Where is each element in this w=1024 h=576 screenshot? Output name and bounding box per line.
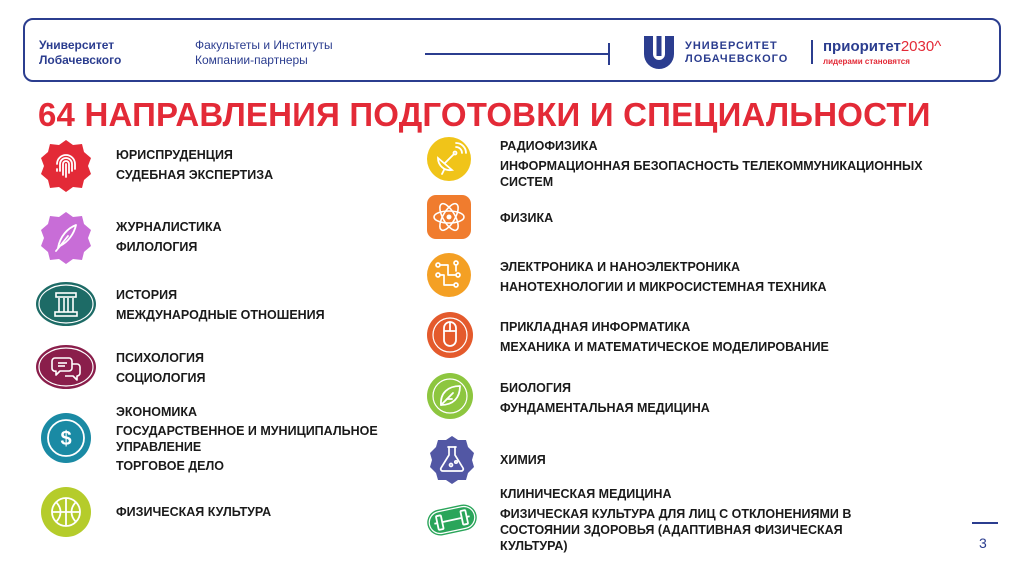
circuit-icon xyxy=(426,252,472,298)
satellite-dish-icon xyxy=(426,136,472,182)
text-electronics xyxy=(500,259,827,295)
text-biology-line2: ФУНДАМЕНТАЛЬНАЯ МЕДИЦИНА xyxy=(500,401,710,415)
university-name-line2: Лобачевского xyxy=(39,53,122,67)
text-physics xyxy=(500,210,553,226)
university-logo-icon[interactable] xyxy=(641,34,677,70)
text-electronics-line1: ЭЛЕКТРОНИКА И НАНОЭЛЕКТРОНИКА xyxy=(500,260,741,274)
text-informatics-line1: ПРИКЛАДНАЯ ИНФОРМАТИКА xyxy=(500,320,691,334)
text-economics-line3: ТОРГОВОЕ ДЕЛО xyxy=(116,459,225,473)
text-medicine xyxy=(500,486,900,554)
priority-slogan: лидерами становятся xyxy=(823,57,910,66)
page-number: 3 xyxy=(979,535,987,551)
text-psychology-line1: ПСИХОЛОГИЯ xyxy=(116,351,204,365)
text-biology-line1: БИОЛОГИЯ xyxy=(500,381,571,395)
text-law-line2: СУДЕБНАЯ ЭКСПЕРТИЗА xyxy=(116,168,274,182)
text-economics-line2: ГОСУДАРСТВЕННОЕ И МУНИЦИПАЛЬНОЕ УПРАВЛЕНИЕ xyxy=(116,424,378,454)
header-divider-tick xyxy=(608,43,610,65)
text-chemistry xyxy=(500,452,546,468)
text-physics-line1: ФИЗИКА xyxy=(500,211,554,225)
ball-icon xyxy=(40,486,92,538)
text-chemistry-line1: ХИМИЯ xyxy=(500,453,546,467)
text-radiophysics-line2: ИНФОРМАЦИОННАЯ БЕЗОПАСНОСТЬ ТЕЛЕКОММУНИКАЦИОННЫХ СИСТЕМ xyxy=(500,159,923,189)
svg-text:$: $ xyxy=(60,428,72,450)
flask-icon xyxy=(426,434,478,486)
logo-text-line2: ЛОБАЧЕВСКОГО xyxy=(685,53,789,65)
link-faculties[interactable]: Факультеты и Институты xyxy=(195,38,333,52)
text-radiophysics xyxy=(500,138,950,190)
leaf-icon xyxy=(426,372,474,420)
text-journalism-line2: ФИЛОЛОГИЯ xyxy=(116,240,198,254)
priority-number: 2030^ xyxy=(900,38,942,55)
text-radiophysics-line1: РАДИОФИЗИКА xyxy=(500,139,598,153)
computer-mouse-icon xyxy=(426,311,474,359)
text-informatics xyxy=(500,319,829,355)
text-medicine-line1: КЛИНИЧЕСКАЯ МЕДИЦИНА xyxy=(500,487,672,501)
text-economics xyxy=(116,404,396,474)
chat-bubbles-icon xyxy=(35,344,97,390)
text-informatics-line2: МЕХАНИКА И МАТЕМАТИЧЕСКОЕ МОДЕЛИРОВАНИЕ xyxy=(500,340,829,354)
text-economics-line1: ЭКОНОМИКА xyxy=(116,405,198,419)
university-name[interactable] xyxy=(39,38,121,68)
text-electronics-line2: НАНОТЕХНОЛОГИИ И МИКРОСИСТЕМНАЯ ТЕХНИКА xyxy=(500,280,827,294)
logo-separator xyxy=(811,40,813,64)
quill-pen-icon xyxy=(38,210,94,266)
dumbbell-icon xyxy=(421,497,483,543)
text-law-line1: ЮРИСПРУДЕНЦИЯ xyxy=(116,148,233,162)
priority-2030-logo[interactable] xyxy=(823,39,941,66)
dollar-coin-icon xyxy=(40,412,92,464)
header-links xyxy=(195,38,333,68)
text-journalism-line1: ЖУРНАЛИСТИКА xyxy=(116,220,222,234)
header-bar xyxy=(23,18,1001,82)
header-divider-line xyxy=(425,53,610,55)
text-psychology xyxy=(116,350,206,386)
university-name-line1: Университет xyxy=(39,38,115,52)
text-sport xyxy=(116,504,271,520)
text-history-line2: МЕЖДУНАРОДНЫЕ ОТНОШЕНИЯ xyxy=(116,308,325,322)
text-history xyxy=(116,287,325,323)
atom-icon xyxy=(426,194,472,240)
text-medicine-line2: ФИЗИЧЕСКАЯ КУЛЬТУРА ДЛЯ ЛИЦ С ОТКЛОНЕНИЯМИ В СОСТОЯНИИ ЗДОРОВЬЯ (АДАПТИВНАЯ ФИЗИЧЕСКАЯ КУЛЬТУРА) xyxy=(500,507,852,553)
column-icon xyxy=(35,281,97,327)
page-number-line xyxy=(972,522,998,524)
text-psychology-line2: СОЦИОЛОГИЯ xyxy=(116,371,206,385)
text-law xyxy=(116,147,273,183)
text-biology xyxy=(500,380,710,416)
text-sport-line1: ФИЗИЧЕСКАЯ КУЛЬТУРА xyxy=(116,505,272,519)
university-logo-text xyxy=(685,40,788,66)
link-partners[interactable]: Компании-партнеры xyxy=(195,53,308,67)
fingerprint-icon xyxy=(38,138,94,194)
page-title: 64 НАПРАВЛЕНИЯ ПОДГОТОВКИ И СПЕЦИАЛЬНОСТИ xyxy=(38,96,931,133)
priority-text: приоритет xyxy=(823,38,901,55)
logo-text-line1: УНИВЕРСИТЕТ xyxy=(685,40,778,52)
text-history-line1: ИСТОРИЯ xyxy=(116,288,178,302)
text-journalism xyxy=(116,219,222,255)
